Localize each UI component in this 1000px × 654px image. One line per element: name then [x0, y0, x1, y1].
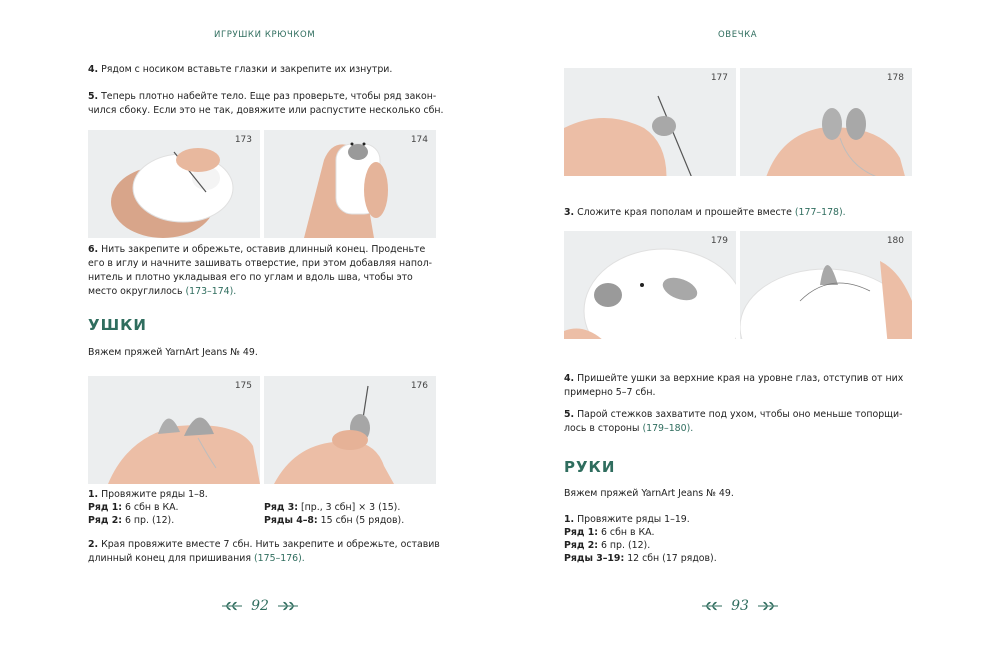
step-3: 3. Сложите края пополам и прошейте вместе (177–178).: [564, 207, 846, 218]
photo-173: [88, 130, 260, 238]
photo-number: 177: [710, 73, 728, 83]
leaf-ornament-icon: [277, 600, 299, 612]
page-number: 92: [251, 598, 269, 614]
yarn-note: Вяжем пряжей YarnArt Jeans № 49.: [88, 347, 258, 358]
photo-number: 173: [234, 135, 252, 145]
photo-number: 178: [886, 73, 904, 83]
photo-number: 175: [234, 381, 252, 391]
photo-179: [564, 231, 736, 339]
step-4: 4. Рядом с носиком вставьте глазки и закрепите их изнутри.: [88, 64, 393, 75]
yarn-note: Вяжем пряжей YarnArt Jeans № 49.: [564, 488, 734, 499]
rows-intro: 1. Провяжите ряды 1–8.: [88, 489, 208, 500]
step-5: 5. Парой стежков захватите под ухом, чтобы оно меньше топорщи- лось в стороны (179–180).: [564, 409, 903, 434]
leaf-ornament-icon: [221, 600, 243, 612]
rows-intro: 1. Провяжите ряды 1–19.: [564, 514, 690, 525]
photo-174: [264, 130, 436, 238]
section-title-ears: УШКИ: [88, 316, 147, 334]
photo-number: 174: [410, 135, 428, 145]
right-page: [500, 0, 1000, 654]
leaf-ornament-icon: [701, 600, 723, 612]
row-1: Ряд 1: 6 сбн в КА.: [88, 502, 179, 513]
photo-number: 179: [710, 236, 728, 246]
step-5: 5. Теперь плотно набейте тело. Еще раз проверьте, чтобы ряд закон- чился сбоку. Если это не так, довяжите или распустите несколько сбн.: [88, 91, 444, 116]
photo-180: [740, 231, 912, 339]
row-2: Ряд 2: 6 пр. (12).: [564, 540, 651, 551]
running-head: ОВЕЧКА: [718, 30, 758, 40]
section-title-arms: РУКИ: [564, 458, 616, 476]
photo-number: 180: [886, 236, 904, 246]
running-head: ИГРУШКИ КРЮЧКОМ: [214, 30, 316, 40]
step-6: 6. Нить закрепите и обрежьте, оставив длинный конец. Проденьте его в иглу и начните зашивать отверстие, при этом добавляя напол- нитель и плотно укладывая его по углам и вдоль шва, чтобы это место округлилось (173–174).: [88, 244, 433, 297]
photo-178: [740, 68, 912, 176]
photo-number: 176: [410, 381, 428, 391]
page-footer: [215, 598, 305, 614]
photo-175: [88, 376, 260, 484]
page-footer: [695, 598, 785, 614]
row-2: Ряд 2: 6 пр. (12).: [88, 515, 175, 526]
row-3: Ряд 3: [пр., 3 сбн] × 3 (15).: [264, 502, 401, 513]
step-4: 4. Пришейте ушки за верхние края на уровне глаз, отступив от них примерно 5–7 сбн.: [564, 373, 904, 398]
photo-177: [564, 68, 736, 176]
leaf-ornament-icon: [757, 600, 779, 612]
step-2: 2. Края провяжите вместе 7 сбн. Нить закрепите и обрежьте, оставив длинный конец для пришивания (175–176).: [88, 539, 440, 564]
row-1: Ряд 1: 6 сбн в КА.: [564, 527, 655, 538]
rows-3-19: Ряды 3–19: 12 сбн (17 рядов).: [564, 553, 717, 564]
rows-4-8: Ряды 4–8: 15 сбн (5 рядов).: [264, 515, 405, 526]
photo-176: [264, 376, 436, 484]
page-number: 93: [731, 598, 749, 614]
